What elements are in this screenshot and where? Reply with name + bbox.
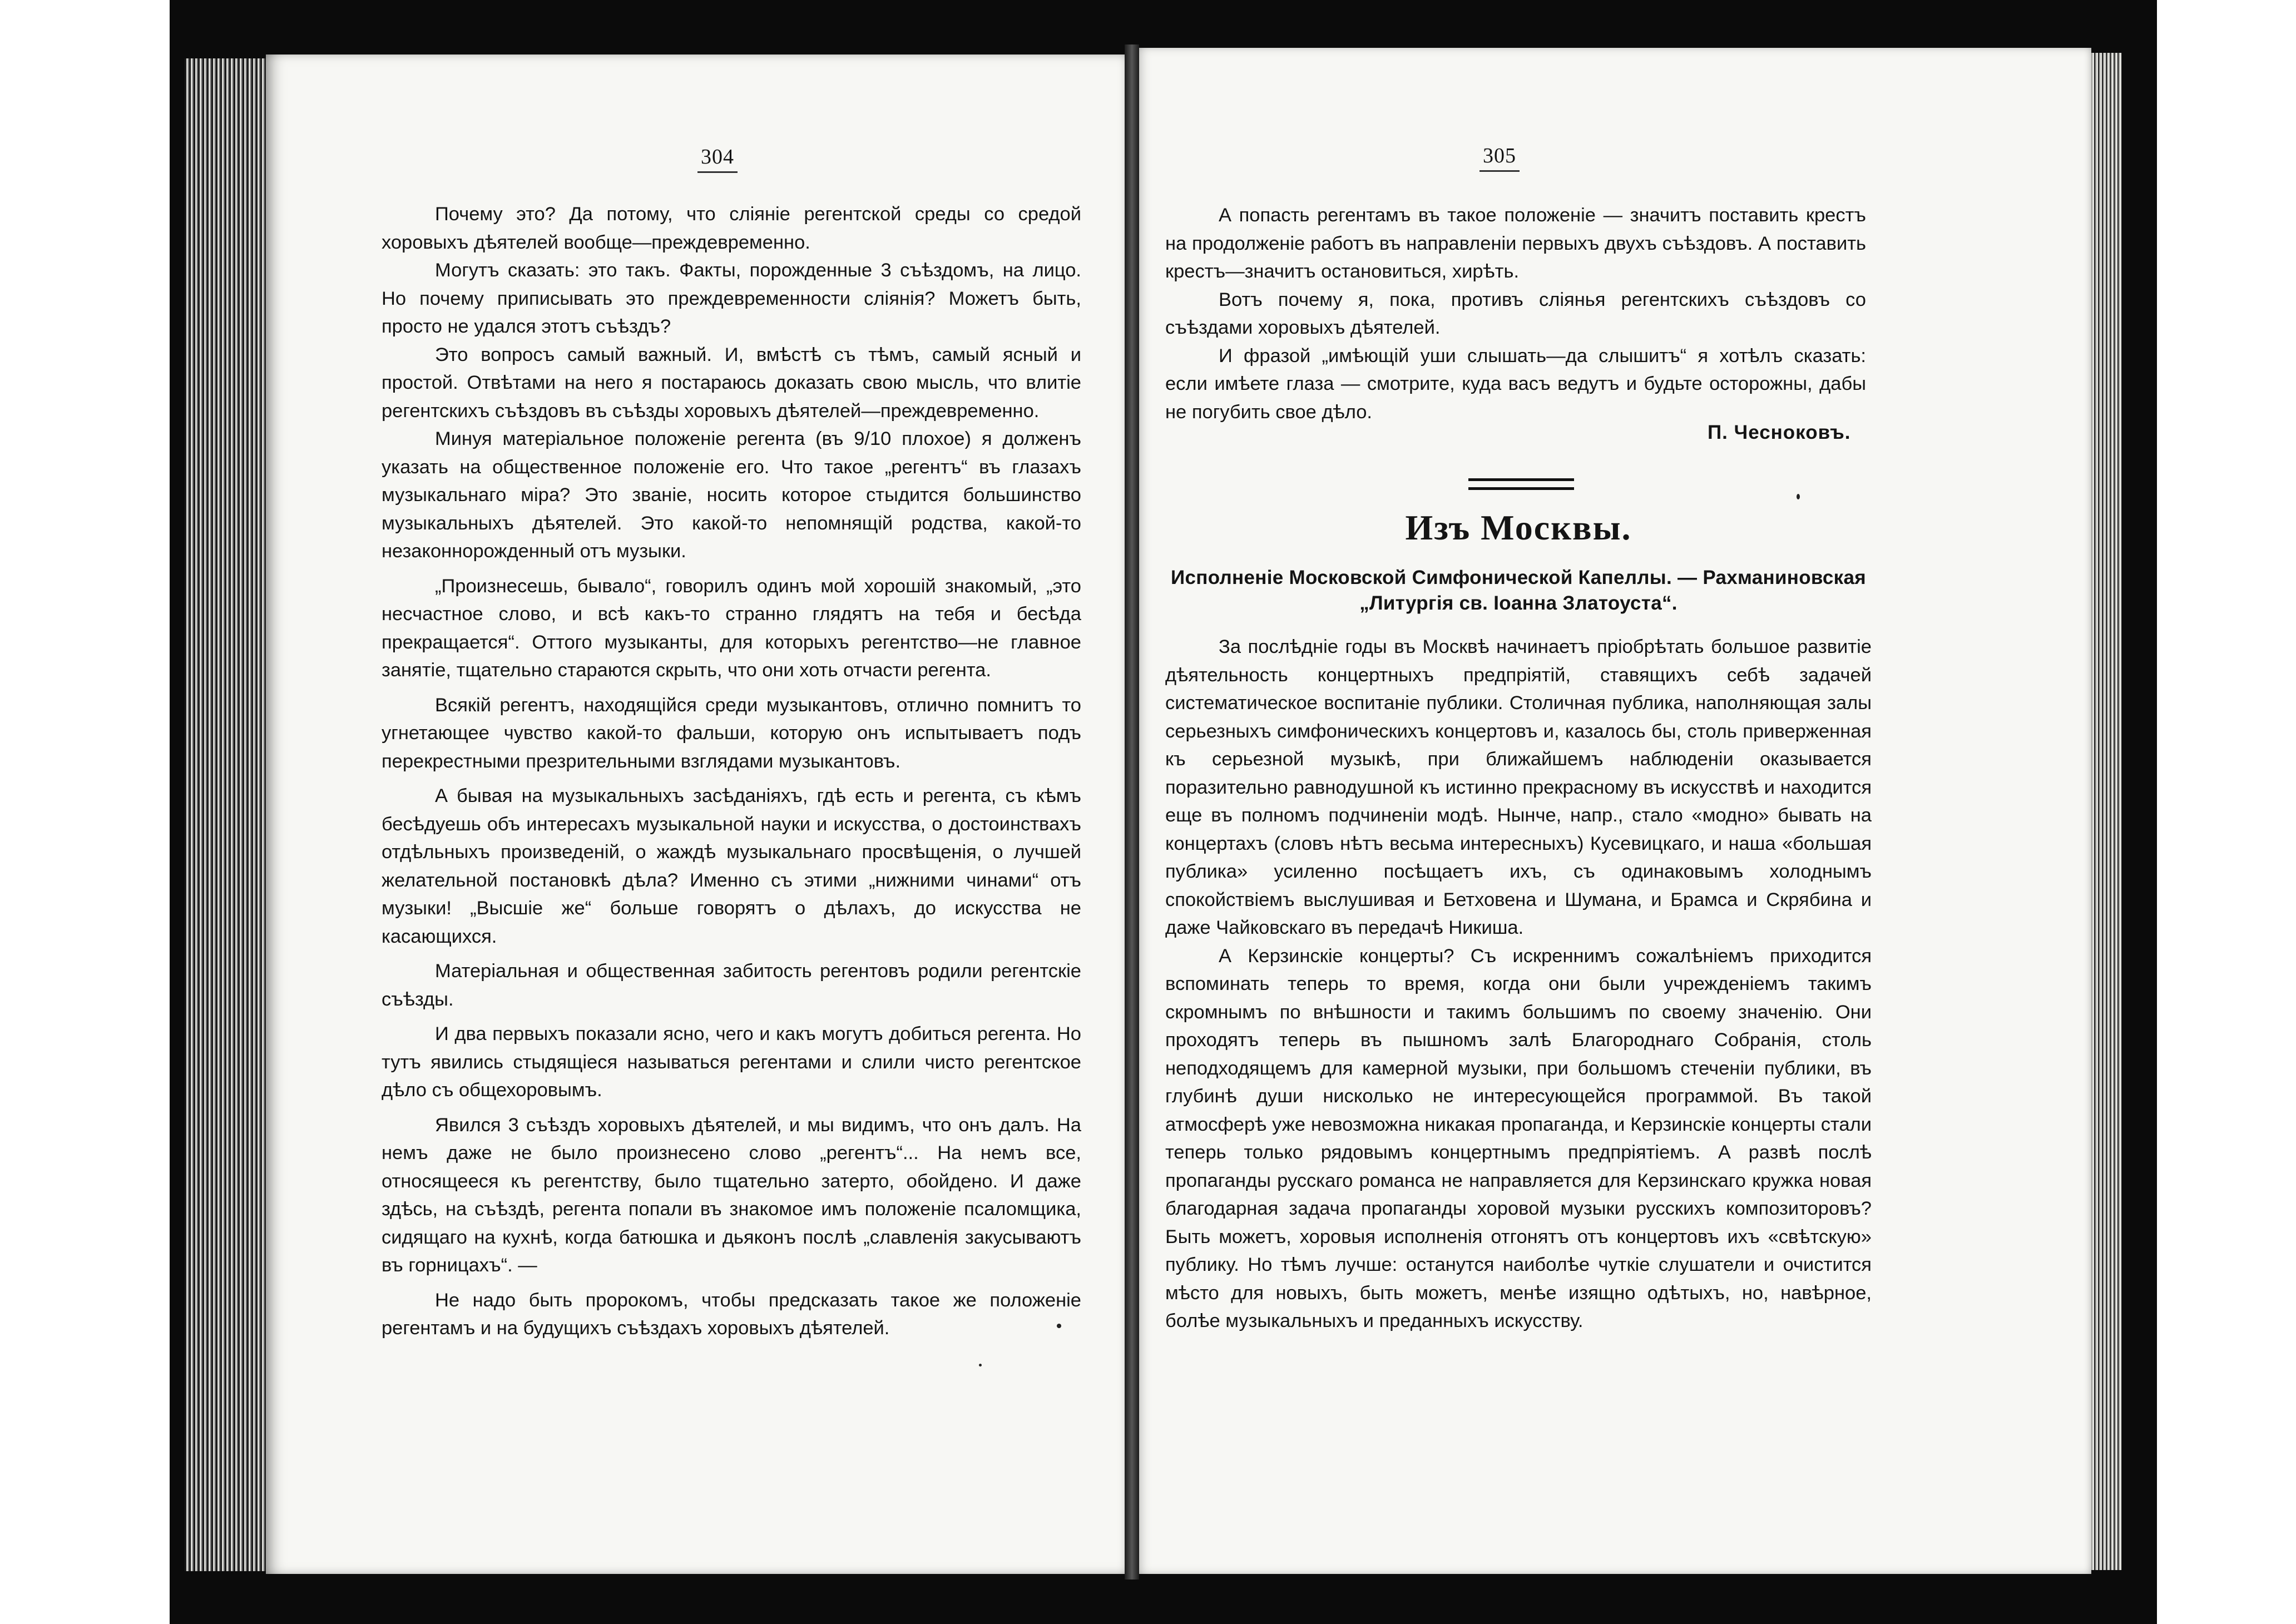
scan-speck [1057, 1324, 1061, 1328]
section-subtitle: Исполненіе Московской Симфонической Капеллы. — Рахманиновская „Литургія св. Іоанна Златоуста“. [1171, 567, 1866, 614]
scan-speck [979, 1364, 982, 1366]
right-page-text-top [1165, 201, 1866, 426]
paragraph: А попасть регентамъ въ такое положеніе — значитъ поставить крестъ на продолженіе работъ въ направленіи первыхъ двухъ съѣздовъ. А поставить крестъ—значитъ остановиться, хирѣть. [1165, 205, 1866, 282]
paragraph: Минуя матеріальное положеніе регента (въ 9/10 плохое) я долженъ указать на общественное положеніе его. Что такое „регентъ“ въ глазахъ музыкальнаго міра? Это званіе, носить которое стыдится большинство музыкальныхъ дѣятелей. Это какой-то непомнящій родства, какой-то незаконнорожденный отъ музыки. [382, 428, 1081, 562]
paragraph: „Произнесешь, бывало“, говорилъ одинъ мой хорошій знакомый, „это несчастное слово, и всѣ какъ-то странно глядятъ на тебя и бесѣда прекращается“. Оттого музыканты, для которыхъ регентство—не главное занятіе, тщательно стараются скрыть, что они хоть отчасти регента. [382, 575, 1081, 681]
paragraph: А бывая на музыкальныхъ засѣданіяхъ, гдѣ есть и регента, съ кѣмъ бесѣдуешь объ интересахъ музыкальной науки и искусства, о достоинствахъ отдѣльныхъ произведеній, о жаждѣ музыкальнаго просвѣщенія, о лучшей желательной постановкѣ дѣла? Именно съ этими „нижними чинами“ отъ музыки! „Высшіе же“ больше говорятъ о дѣлахъ, до искусства не касающихся. [382, 785, 1081, 947]
paragraph: Могутъ сказать: это такъ. Факты, порожденные 3 съѣздомъ, на лицо. Но почему приписывать это преждевременности сліянія? Можетъ быть, просто не удался этотъ съѣздъ? [382, 260, 1081, 337]
paragraph: Всякій регентъ, находящійся среди музыкантовъ, отлично помнитъ то угнетающее чувство какой-то фальши, которую онъ испытываетъ подъ перекрестными презрительными взглядами музыкантовъ. [382, 694, 1081, 772]
section-title: Изъ Москвы. [1405, 508, 1632, 547]
paragraph: Почему это? Да потому, что сліяніе регентской среды со средой хоровыхъ дѣятелей вообще—преждевременно. [382, 204, 1081, 253]
paragraph: Явился 3 съѣздъ хоровыхъ дѣятелей, и мы видимъ, что онъ далъ. На немъ даже не было произнесено слово „регентъ“... На немъ все, относящееся къ регентству, было тщательно затерто, обойдено. И даже здѣсь, на съѣздѣ, регента попали въ знакомое имъ положеніе псаломщика, сидящаго на кухнѣ, когда батюшка и дьяконъ послѣ „славленія закусываютъ въ горницахъ“. — [382, 1114, 1081, 1276]
paragraph: За послѣдніе годы въ Москвѣ начинаетъ пріобрѣтать большое развитіе дѣятельность концертныхъ предпріятій, ставящихъ себѣ задачей систематическое воспитаніе публики. Столичная публика, наполняющая залы серьезныхъ симфоническихъ концертовъ и, казалось бы, столь приверженная къ серьезной музыкѣ, при ближайшемъ наблюденіи оказывается поразительно равнодушной къ истинно прекрасному въ искусствѣ и находится еще въ полномъ подчиненіи модѣ. Нынче, напр., стало «модно» бывать на концертахъ (словъ нѣтъ весьма интересныхъ) Кусевицкаго, и наша «большая публика» усиленно посѣщаетъ ихъ, съ одинаковымъ холоднымъ спокойствіемъ выслушивая и Бетховена и Шумана, и Брамса и Скрябина и даже Чайковскаго въ передачѣ Никиша. [1165, 636, 1872, 938]
scan-speck [1797, 494, 1800, 499]
page-edges-right [2089, 53, 2122, 1570]
author-signature: П. Чесноковъ. [1708, 422, 1851, 443]
paragraph: Не надо быть пророкомъ, чтобы предсказать такое же положеніе регентамъ и на будущихъ съѣздахъ хоровыхъ дѣятелей. [382, 1289, 1081, 1339]
paragraph: И фразой „имѣющій уши слышать—да слышитъ“ я хотѣлъ сказать: если имѣете глаза — смотрите, куда васъ ведутъ и будьте осторожны, дабы не погубить свое дѣло. [1165, 345, 1866, 423]
paragraph: Вотъ почему я, пока, противъ сліянья регентскихъ съѣздовъ со съѣздами хоровыхъ дѣятелей. [1165, 289, 1866, 338]
page-number-left: 304 [697, 145, 738, 173]
paragraph: Матеріальная и общественная забитость регентовъ родили регентскіе съѣзды. [382, 960, 1081, 1010]
page-number-right: 305 [1479, 143, 1520, 172]
section-divider [1468, 487, 1574, 490]
left-page-text [382, 200, 1081, 1343]
paragraph: А Керзинскіе концерты? Съ искреннимъ сожалѣніемъ приходится вспоминать теперь то время, когда они были учрежденіемъ такимъ скромнымъ по внѣшности и такимъ большимъ по своему значенію. Они проходятъ теперь въ пышномъ залѣ Благороднаго Собранія, столь неподходящемъ для камерной музыки, при большомъ стеченіи публики, въ глубинѣ души нисколько не интересующейся программой. Въ такой атмосферѣ уже невозможна никакая пропаганда, и Керзинскіе концерты стали теперь только рядовымъ концертнымъ предпріятіемъ. А развѣ послѣ пропаганды русскаго романса не направляется для Керзинскаго кружка новая благодарная задача пропаганды хоровой музыки русскихъ композиторовъ? Быть можетъ, хоровыя исполненія отгонятъ отъ концертовъ ихъ «свѣтскую» публику. Но тѣмъ лучше: останутся наиболѣе чуткіе слушатели и очистится мѣсто для новыхъ, быть можетъ, менѣе изящно одѣтыхъ, но, навѣрное, болѣе музыкальныхъ и преданныхъ искусству. [1165, 945, 1872, 1331]
book-gutter [1125, 44, 1139, 1580]
right-page-text-bottom [1165, 633, 1872, 1335]
page-edges-left [185, 58, 268, 1571]
paragraph: Это вопросъ самый важный. И, вмѣстѣ съ тѣмъ, самый ясный и простой. Отвѣтами на него я постараюсь доказать свою мысль, что влитіе регентскихъ съѣздовъ въ съѣзды хоровыхъ дѣятелей—преждевременно. [382, 344, 1081, 422]
paragraph: И два первыхъ показали ясно, чего и какъ могутъ добиться регента. Но тутъ явились стыдящіеся называться регентами и слили чисто регентское дѣло съ общехоровымъ. [382, 1023, 1081, 1101]
section-divider [1468, 478, 1574, 481]
